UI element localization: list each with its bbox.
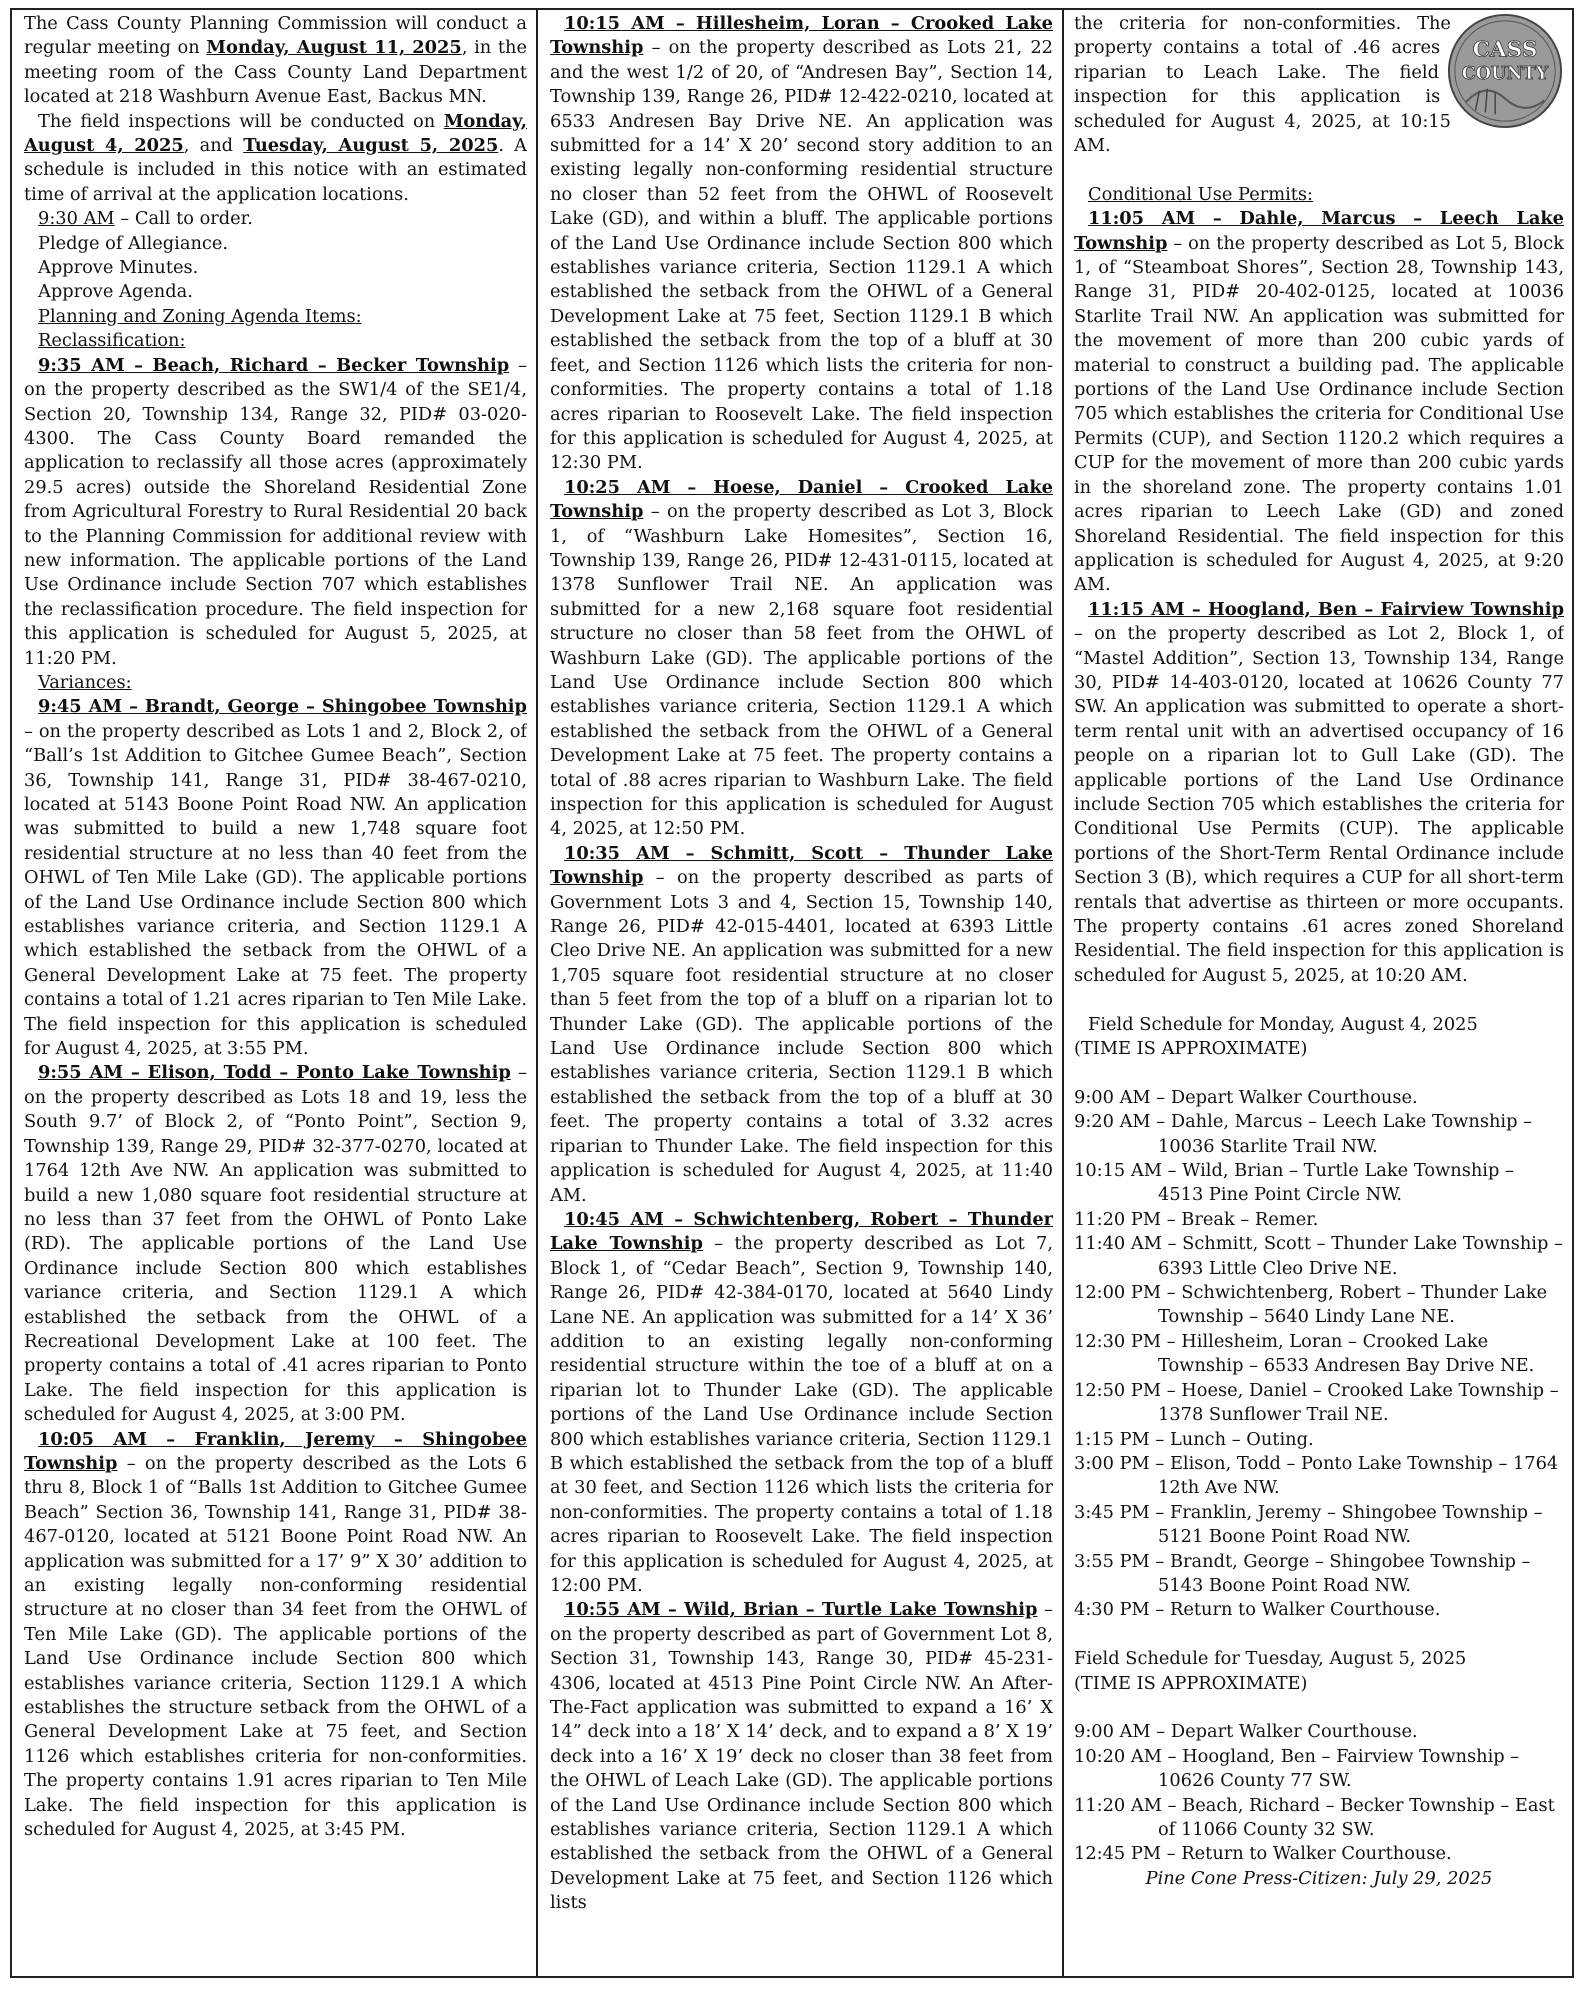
schedule-entry: 12:45 PM – Return to Walker Courthouse. (1074, 1843, 1452, 1865)
item-franklin: 10:05 AM – Franklin, Jeremy – Shingobee Township – on the property described as the Lots 6 thru 8, Block 1 of “Balls 1st Addition to Gitchee Gumee Beach” Section 36, Township 141, Range 31, PID# 38-467-0120, located at 5121 Boone Point Road NW. An application was submitted for a 17’ 9” X 30’ addition to an existing legally non-conforming residential structure at no closer than 34 feet from the OHWL of Ten Mile Lake (GD). The applicable portions of the Land Use Ordinance include Section 800 which establishes variance criteria, Section 1129.1 A which establishes the structure setback from the OHWL of a General Development Lake at 75 feet, and Section 1126 which establishes criteria for non-conformities. The property contains 1.91 acres riparian to Ten Mile Lake. The field inspection for this application is scheduled for August 4, 2025, at 3:45 PM. (24, 1428, 527, 1841)
cass-county-seal-icon (1446, 12, 1564, 130)
call-to-order: 9:30 AM – Call to order. (38, 208, 253, 230)
schedule-entry: 10:15 AM – Wild, Brian – Turtle Lake Township – 4513 Pine Point Circle NW. (1074, 1160, 1514, 1206)
publication-signature: Pine Cone Press-Citizen: July 29, 2025 (1145, 1867, 1493, 1889)
item-dahle: 11:05 AM – Dahle, Marcus – Leech Lake Township – on the property described as Lot 5, Block 1, of “Steamboat Shores”, Section 28, Township 143, Range 31, PID# 20-402-0125, located at 10036 Starlite Trail NW. An application was submitted for the movement of more than 200 cubic yards of material to construct a building pad. The applicable portions of the Land Use Ordinance include Section 705 which establishes the criteria for Conditional Use Permits (CUP), and Section 1120.2 which requires a CUP for the movement of more than 200 cubic yards in the shoreland zone. The property contains 1.01 acres riparian to Leech Lake (GD) and zoned Shoreland Residential. The field inspection for this application is scheduled for August 4, 2025, at 9:20 AM. (1074, 208, 1564, 596)
intro-paragraph: The Cass County Planning Commission will conduct a regular meeting on Monday, August 11, 2025, in the meeting room of the Cass County Land Department located at 218 Washburn Avenue East, Backus MN. (24, 13, 527, 108)
svg-text:CASS: CASS (1472, 37, 1538, 63)
schedule-entry: 11:20 AM – Beach, Richard – Becker Township – East of 11066 County 32 SW. (1074, 1794, 1555, 1840)
pledge: Pledge of Allegiance. (38, 232, 229, 254)
column-1 (24, 12, 527, 1842)
legal-notice (10, 8, 1574, 1978)
schedule-entry: 11:40 AM – Schmitt, Scott – Thunder Lake Township – 6393 Little Cleo Drive NE. (1074, 1233, 1563, 1279)
schedule-entry: 12:50 PM – Hoese, Daniel – Crooked Lake Township – 1378 Sunflower Trail NE. (1074, 1379, 1559, 1426)
schedule-entry: 9:20 AM – Dahle, Marcus – Leech Lake Township – 10036 Starlite Trail NW. (1074, 1111, 1533, 1157)
cup-heading: Conditional Use Permits: (1088, 183, 1314, 205)
column-2 (550, 12, 1053, 1916)
monday-schedule (1074, 1086, 1564, 1623)
item-beach: 9:35 AM – Beach, Richard – Becker Township – on the property described as the SW1/4 of the SE1/4, Section 20, Township 134, Range 32, PID# 03-020-4300. The Cass County Board remanded the application to reclassify all those acres (approximately 29.5 acres) outside the Shoreland Residential Zone from Agricultural Forestry to Rural Residential 20 back to the Planning Commission for additional review with new information. The applicable portions of the Land Use Ordinance include Section 707 which establishes the reclassification procedure. The field inspection for this application is scheduled for August 5, 2025, at 11:20 PM. (24, 354, 527, 669)
schedule-entry: 10:20 AM – Hoogland, Ben – Fairview Township – 10626 County 77 SW. (1074, 1745, 1520, 1792)
item-elison: 9:55 AM – Elison, Todd – Ponto Lake Township – on the property described as Lots 18 and 19, less the South 9.7’ of Block 2, of “Ponto Point”, Section 9, Township 139, Range 29, PID# 32-377-0270, located at 1764 12th Ave NW. An application was submitted to build a new 1,080 square foot residential structure at no less than 37 feet from the OHWL of Ponto Lake (RD). The applicable portions of the Land Use Ordinance include Section 800 which establishes variance criteria, and Section 1129.1 A which established the setback from the OHWL of a Recreational Development Lake at 100 feet. The property contains a total of .41 acres riparian to Ponto Lake. The field inspection for this application is scheduled for August 4, 2025, at 3:00 PM. (24, 1062, 527, 1426)
field-inspection-paragraph: The field inspections will be conducted on Monday, August 4, 2025, and Tuesday, August 5, 2025. A schedule is included in this notice with an estimated time of arrival at the application locations. (24, 110, 527, 205)
schedule-entry: 9:00 AM – Depart Walker Courthouse. (1074, 1721, 1418, 1743)
schedule-entry: 11:20 PM – Break – Remer. (1074, 1208, 1319, 1230)
svg-text:COUNTY: COUNTY (1461, 62, 1549, 84)
schedule-entry: 3:45 PM – Franklin, Jeremy – Shingobee Township – 5121 Boone Point Road NW. (1074, 1501, 1543, 1548)
monday-schedule-title: Field Schedule for Monday, August 4, 2025 (1088, 1013, 1478, 1035)
item-hoese: 10:25 AM – Hoese, Daniel – Crooked Lake Township – on the property described as Lot 3, Block 1, of “Washburn Lake Homesites”, Section 16, Township 139, Range 26, PID# 12-431-0115, located at 1378 Sunflower Trail NE. An application was submitted for a new 2,168 square foot residential structure no closer than 58 feet from the OHWL of Washburn Lake (GD). The applicable portions of the Land Use Ordinance include Section 800 which establishes variance criteria, Section 1129.1 A which established the setback from the OHWL of a General Development Lake at 75 feet. The property contains a total of .88 acres riparian to Washburn Lake. The field inspection for this application is scheduled for August 4, 2025, at 12:50 PM. (550, 476, 1053, 840)
item-wild-continued: the criteria for non-conformities. The property contains a total of .46 acres riparian to Leach Lake. The field inspection for this application is scheduled for August 4, 2025, at 10:15 AM. (1074, 13, 1451, 157)
agenda-items-heading: Planning and Zoning Agenda Items: (38, 305, 362, 327)
schedule-entry: 3:55 PM – Brandt, George – Shingobee Township – 5143 Boone Point Road NW. (1074, 1550, 1531, 1596)
schedule-entry: 1:15 PM – Lunch – Outing. (1074, 1428, 1314, 1450)
tuesday-schedule-title: Field Schedule for Tuesday, August 5, 2025 (1074, 1648, 1467, 1670)
schedule-entry: 3:00 PM – Elison, Todd – Ponto Lake Township – 1764 12th Ave NW. (1074, 1452, 1559, 1499)
column-3 (1074, 12, 1564, 1891)
monday-schedule-note: (TIME IS APPROXIMATE) (1074, 1038, 1308, 1060)
item-wild: 10:55 AM – Wild, Brian – Turtle Lake Township – on the property described as part of Government Lot 8, Section 31, Township 143, Range 30, PID# 45-231-4306, located at 4513 Pine Point Circle NW. An After-The-Fact application was submitted to expand a 16’ X 14” deck into a 18’ X 14’ deck, and to expand a 8’ X 19’ deck into a 16’ X 19’ deck no closer than 38 feet from the OHWL of Leach Lake (GD). The applicable portions of the Land Use Ordinance include Section 800 which establishes variance criteria, Section 1129.1 A which established the setback from the OHWL of a General Development Lake at 75 feet, and Section 1126 which lists (550, 1599, 1053, 1914)
item-schmitt: 10:35 AM – Schmitt, Scott – Thunder Lake Township – on the property described as parts of Government Lots 3 and 4, Section 15, Township 140, Range 26, PID# 42-015-4401, located at 6393 Little Cleo Drive NE. An application was submitted for a new 1,705 square foot residential structure at no closer than 5 feet from the top of a bluff on a riparian lot to Thunder Lake (GD). The applicable portions of the Land Use Ordinance include Section 800 which establishes variance criteria, Section 1129.1 B which established the setback from the top of a bluff at 30 feet. The property contains a total of 3.32 acres riparian to Thunder Lake. The field inspection for this application is scheduled for August 4, 2025, at 11:40 AM. (550, 842, 1053, 1206)
column-rule (536, 10, 538, 1976)
schedule-entry: 12:00 PM – Schwichtenberg, Robert – Thunder Lake Township – 5640 Lindy Lane NE. (1074, 1282, 1548, 1328)
item-hillesheim: 10:15 AM – Hillesheim, Loran – Crooked Lake Township – on the property described as Lots 21, 22 and the west 1/2 of 20, of “Andresen Bay”, Section 14, Township 139, Range 26, PID# 12-422-0210, located at 6533 Andresen Bay Drive NE. An application was submitted for a 14’ X 20’ second story addition to an existing legally non-conforming residential structure no closer than 52 feet from the OHWL of Roosevelt Lake (GD), and within a bluff. The applicable portions of the Land Use Ordinance include Section 800 which establishes variance criteria, Section 1129.1 A which established the setback from the OHWL of a General Development Lake at 75 feet, Section 1129.1 B which established the setback from the top of a bluff at 30 feet, and Section 1126 which lists the criteria for non-conformities. The property contains a total of 1.18 acres riparian to Roosevelt Lake. The field inspection for this application is scheduled for August 4, 2025, at 12:30 PM. (550, 13, 1053, 474)
reclassification-heading: Reclassification: (38, 330, 186, 352)
item-hoogland: 11:15 AM – Hoogland, Ben – Fairview Township – on the property described as Lot 2, Block 1, of “Mastel Addition”, Section 13, Township 134, Range 30, PID# 14-403-0120, located at 10626 County 77 SW. An application was submitted to operate a short-term rental unit with an advertised occupancy of 16 people on a riparian lot to Gull Lake (GD). The applicable portions of the Land Use Ordinance include Section 705 which establishes the criteria for Conditional Use Permits (CUP). The applicable portions of the Short-Term Rental Ordinance include Section 3 (B), which requires a CUP for all short-term rentals that advertise as thirteen or more occupants. The property contains .61 acres zoned Shoreland Residential. The field inspection for this application is scheduled for August 5, 2025, at 10:20 AM. (1074, 598, 1564, 986)
tuesday-schedule (1074, 1720, 1564, 1866)
tuesday-schedule-note: (TIME IS APPROXIMATE) (1074, 1672, 1308, 1694)
approve-agenda: Approve Agenda. (38, 281, 193, 303)
column-rule (1062, 10, 1064, 1976)
approve-minutes: Approve Minutes. (38, 257, 199, 279)
schedule-entry: 9:00 AM – Depart Walker Courthouse. (1074, 1086, 1418, 1108)
item-schwichtenberg: 10:45 AM – Schwichtenberg, Robert – Thunder Lake Township – the property described as Lot 7, Block 1, of “Cedar Beach”, Section 9, Township 140, Range 26, PID# 42-384-0170, located at 5640 Lindy Lane NE. An application was submitted for a 14’ X 36’ addition to an existing legally non-conforming residential structure within the toe of a bluff at on a riparian lot to Thunder Lake (GD). The applicable portions of the Land Use Ordinance include Section 800 which establishes variance criteria, Section 1129.1 B which established the setback from the top of a bluff at 30 feet, and Section 1126 which lists the criteria for non-conformities. The property contains a total of 1.18 acres riparian to Roosevelt Lake. The field inspection for this application is scheduled for August 4, 2025, at 12:00 PM. (550, 1208, 1053, 1596)
variances-heading: Variances: (38, 671, 132, 693)
item-brandt: 9:45 AM – Brandt, George – Shingobee Township – on the property described as Lots 1 and 2, Block 2, of “Ball’s 1st Addition to Gitchee Gumee Beach”, Section 36, Township 141, Range 31, PID# 38-467-0210, located at 5143 Boone Point Road NW. An application was submitted to build a new 1,748 square foot residential structure at no less than 40 feet from the OHWL of Ten Mile Lake (GD). The applicable portions of the Land Use Ordinance include Section 800 which establishes variance criteria, and Section 1129.1 A which established the setback from the OHWL of a General Development Lake at 75 feet. The property contains a total of 1.21 acres riparian to Ten Mile Lake. The field inspection for this application is scheduled for August 4, 2025, at 3:55 PM. (24, 696, 527, 1060)
schedule-entry: 12:30 PM – Hillesheim, Loran – Crooked Lake Township – 6533 Andresen Bay Drive NE. (1074, 1330, 1535, 1377)
schedule-entry: 4:30 PM – Return to Walker Courthouse. (1074, 1599, 1441, 1621)
